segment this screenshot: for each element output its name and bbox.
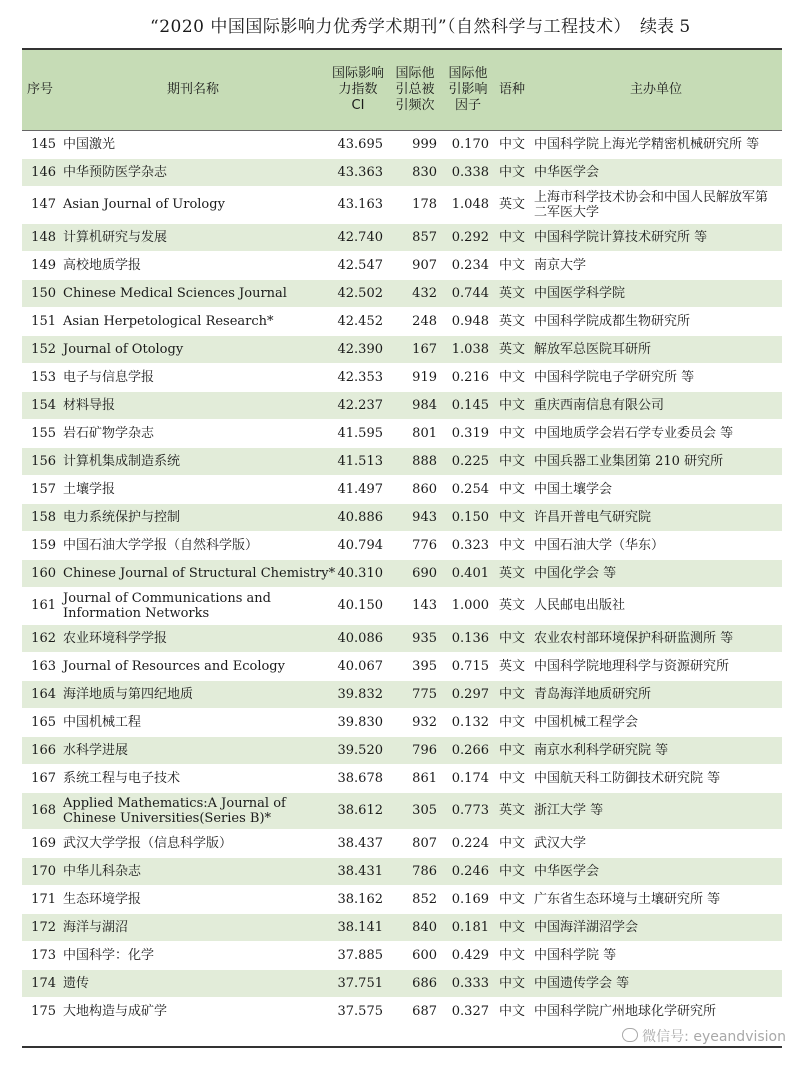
ci-value: 39.520 xyxy=(328,736,388,764)
host-institution: 青岛海洋地质研究所 xyxy=(530,680,782,708)
citation-count: 852 xyxy=(388,885,442,913)
impact-factor: 0.225 xyxy=(442,447,494,475)
impact-factor: 0.254 xyxy=(442,475,494,503)
row-number: 160 xyxy=(22,559,58,587)
impact-factor: 0.429 xyxy=(442,941,494,969)
language: 中文 xyxy=(494,531,530,559)
journal-name: 高校地质学报 xyxy=(58,251,328,279)
row-number: 156 xyxy=(22,447,58,475)
col-header-cites: 国际他引总被引频次 xyxy=(388,50,442,130)
document-title: “2020 中国国际影响力优秀学术期刊”（自然科学与工程技术） xyxy=(150,17,632,37)
col-header-lang: 语种 xyxy=(494,50,530,130)
col-header-ci: 国际影响力指数 CI xyxy=(328,50,388,130)
citation-count: 690 xyxy=(388,559,442,587)
journal-table xyxy=(22,50,782,1026)
ci-value: 41.595 xyxy=(328,419,388,447)
table-row xyxy=(22,624,782,652)
citation-count: 305 xyxy=(388,792,442,829)
journal-name: 水科学进展 xyxy=(58,736,328,764)
table-row xyxy=(22,251,782,279)
impact-factor: 0.234 xyxy=(442,251,494,279)
language: 中文 xyxy=(494,130,530,158)
table-row xyxy=(22,997,782,1025)
host-institution: 中国科学院电子学研究所 等 xyxy=(530,363,782,391)
row-number: 163 xyxy=(22,652,58,680)
citation-count: 932 xyxy=(388,708,442,736)
row-number: 148 xyxy=(22,223,58,251)
row-number: 168 xyxy=(22,792,58,829)
impact-factor: 0.948 xyxy=(442,307,494,335)
host-institution: 中国科学院 等 xyxy=(530,941,782,969)
table-row xyxy=(22,335,782,363)
citation-count: 178 xyxy=(388,186,442,223)
host-institution: 广东省生态环境与土壤研究所 等 xyxy=(530,885,782,913)
journal-name: 海洋地质与第四纪地质 xyxy=(58,680,328,708)
watermark xyxy=(622,1026,786,1046)
journal-name: 电力系统保护与控制 xyxy=(58,503,328,531)
row-number: 169 xyxy=(22,829,58,857)
ci-value: 43.363 xyxy=(328,158,388,186)
impact-factor: 1.038 xyxy=(442,335,494,363)
journal-name: 电子与信息学报 xyxy=(58,363,328,391)
table-row xyxy=(22,391,782,419)
table-row xyxy=(22,941,782,969)
journal-name: Journal of Resources and Ecology xyxy=(58,652,328,680)
row-number: 170 xyxy=(22,857,58,885)
ci-value: 38.141 xyxy=(328,913,388,941)
ci-value: 37.885 xyxy=(328,941,388,969)
language: 中文 xyxy=(494,736,530,764)
ci-value: 42.740 xyxy=(328,223,388,251)
row-number: 149 xyxy=(22,251,58,279)
continuation-label: 续表 5 xyxy=(640,17,691,37)
language: 中文 xyxy=(494,363,530,391)
impact-factor: 0.319 xyxy=(442,419,494,447)
language: 中文 xyxy=(494,419,530,447)
row-number: 154 xyxy=(22,391,58,419)
ci-value: 43.163 xyxy=(328,186,388,223)
row-number: 151 xyxy=(22,307,58,335)
host-institution: 中国科学院地理科学与资源研究所 xyxy=(530,652,782,680)
language: 中文 xyxy=(494,447,530,475)
row-number: 174 xyxy=(22,969,58,997)
language: 中文 xyxy=(494,941,530,969)
impact-factor: 0.773 xyxy=(442,792,494,829)
journal-name: 岩石矿物学杂志 xyxy=(58,419,328,447)
language: 英文 xyxy=(494,335,530,363)
table-body xyxy=(22,130,782,1025)
wechat-icon xyxy=(622,1028,638,1042)
ci-value: 37.575 xyxy=(328,997,388,1025)
journal-name: 大地构造与成矿学 xyxy=(58,997,328,1025)
impact-factor: 0.136 xyxy=(442,624,494,652)
citation-count: 888 xyxy=(388,447,442,475)
citation-count: 167 xyxy=(388,335,442,363)
language: 中文 xyxy=(494,223,530,251)
table-row xyxy=(22,279,782,307)
impact-factor: 0.266 xyxy=(442,736,494,764)
citation-count: 796 xyxy=(388,736,442,764)
ci-value: 42.353 xyxy=(328,363,388,391)
impact-factor: 0.181 xyxy=(442,913,494,941)
ci-value: 38.612 xyxy=(328,792,388,829)
host-institution: 中国科学院计算技术研究所 等 xyxy=(530,223,782,251)
table-row xyxy=(22,913,782,941)
language: 中文 xyxy=(494,913,530,941)
citation-count: 776 xyxy=(388,531,442,559)
ci-value: 42.390 xyxy=(328,335,388,363)
table-row xyxy=(22,857,782,885)
host-institution: 中国航天科工防御技术研究院 等 xyxy=(530,764,782,792)
host-institution: 中华医学会 xyxy=(530,857,782,885)
impact-factor: 0.216 xyxy=(442,363,494,391)
journal-name: 武汉大学学报（信息科学版） xyxy=(58,829,328,857)
journal-name: 中华预防医学杂志 xyxy=(58,158,328,186)
row-number: 164 xyxy=(22,680,58,708)
host-institution: 中国科学院上海光学精密机械研究所 等 xyxy=(530,130,782,158)
journal-name: 中国科学：化学 xyxy=(58,941,328,969)
language: 中文 xyxy=(494,997,530,1025)
row-number: 175 xyxy=(22,997,58,1025)
impact-factor: 0.145 xyxy=(442,391,494,419)
impact-factor: 0.297 xyxy=(442,680,494,708)
language: 中文 xyxy=(494,764,530,792)
impact-factor: 0.323 xyxy=(442,531,494,559)
row-number: 155 xyxy=(22,419,58,447)
row-number: 146 xyxy=(22,158,58,186)
host-institution: 中国石油大学（华东） xyxy=(530,531,782,559)
impact-factor: 0.401 xyxy=(442,559,494,587)
row-number: 172 xyxy=(22,913,58,941)
citation-count: 830 xyxy=(388,158,442,186)
citation-count: 919 xyxy=(388,363,442,391)
impact-factor: 0.333 xyxy=(442,969,494,997)
row-number: 159 xyxy=(22,531,58,559)
table-row xyxy=(22,186,782,223)
citation-count: 686 xyxy=(388,969,442,997)
journal-name: 土壤学报 xyxy=(58,475,328,503)
citation-count: 687 xyxy=(388,997,442,1025)
impact-factor: 0.246 xyxy=(442,857,494,885)
language: 英文 xyxy=(494,587,530,624)
host-institution: 中国机械工程学会 xyxy=(530,708,782,736)
language: 英文 xyxy=(494,792,530,829)
host-institution: 中国土壤学会 xyxy=(530,475,782,503)
ci-value: 42.237 xyxy=(328,391,388,419)
table-row xyxy=(22,708,782,736)
table-row xyxy=(22,680,782,708)
col-header-if: 国际他引影响因子 xyxy=(442,50,494,130)
host-institution: 解放军总医院耳研所 xyxy=(530,335,782,363)
table-row xyxy=(22,736,782,764)
language: 中文 xyxy=(494,251,530,279)
table-row xyxy=(22,531,782,559)
journal-name: 海洋与湖沼 xyxy=(58,913,328,941)
col-header-host: 主办单位 xyxy=(530,50,782,130)
journal-name: 计算机集成制造系统 xyxy=(58,447,328,475)
citation-count: 600 xyxy=(388,941,442,969)
table-row xyxy=(22,223,782,251)
table-row xyxy=(22,475,782,503)
citation-count: 807 xyxy=(388,829,442,857)
row-number: 162 xyxy=(22,624,58,652)
journal-name: Asian Journal of Urology xyxy=(58,186,328,223)
row-number: 150 xyxy=(22,279,58,307)
language: 英文 xyxy=(494,559,530,587)
host-institution: 中华医学会 xyxy=(530,158,782,186)
language: 英文 xyxy=(494,186,530,223)
table-row xyxy=(22,652,782,680)
language: 中文 xyxy=(494,969,530,997)
host-institution: 中国海洋湖沼学会 xyxy=(530,913,782,941)
impact-factor: 0.338 xyxy=(442,158,494,186)
host-institution: 中国地质学会岩石学专业委员会 等 xyxy=(530,419,782,447)
journal-name: 材料导报 xyxy=(58,391,328,419)
table-row xyxy=(22,130,782,158)
ci-value: 42.547 xyxy=(328,251,388,279)
ci-value: 38.431 xyxy=(328,857,388,885)
citation-count: 775 xyxy=(388,680,442,708)
host-institution: 中国遗传学会 等 xyxy=(530,969,782,997)
language: 中文 xyxy=(494,885,530,913)
row-number: 147 xyxy=(22,186,58,223)
journal-name: 遗传 xyxy=(58,969,328,997)
col-header-name: 期刊名称 xyxy=(58,50,328,130)
table-row xyxy=(22,792,782,829)
impact-factor: 0.132 xyxy=(442,708,494,736)
journal-name: 中国石油大学学报（自然科学版） xyxy=(58,531,328,559)
table-row xyxy=(22,503,782,531)
row-number: 157 xyxy=(22,475,58,503)
bottom-rule xyxy=(22,1046,782,1048)
journal-name: 中华儿科杂志 xyxy=(58,857,328,885)
host-institution: 中国医学科学院 xyxy=(530,279,782,307)
journal-name: Applied Mathematics:A Journal of Chinese Universities(Series B)* xyxy=(58,792,328,829)
row-number: 153 xyxy=(22,363,58,391)
journal-name: Asian Herpetological Research* xyxy=(58,307,328,335)
host-institution: 中国科学院广州地球化学研究所 xyxy=(530,997,782,1025)
language: 中文 xyxy=(494,680,530,708)
impact-factor: 0.715 xyxy=(442,652,494,680)
document-title-bar xyxy=(0,8,800,38)
table-row xyxy=(22,363,782,391)
ci-value: 40.086 xyxy=(328,624,388,652)
col-header-no: 序号 xyxy=(22,50,58,130)
row-number: 171 xyxy=(22,885,58,913)
journal-name: 中国机械工程 xyxy=(58,708,328,736)
impact-factor: 0.744 xyxy=(442,279,494,307)
ci-value: 39.832 xyxy=(328,680,388,708)
citation-count: 907 xyxy=(388,251,442,279)
host-institution: 南京大学 xyxy=(530,251,782,279)
language: 中文 xyxy=(494,503,530,531)
table-row xyxy=(22,764,782,792)
ci-value: 41.513 xyxy=(328,447,388,475)
impact-factor: 0.150 xyxy=(442,503,494,531)
journal-name: 计算机研究与发展 xyxy=(58,223,328,251)
impact-factor: 0.327 xyxy=(442,997,494,1025)
ci-value: 40.794 xyxy=(328,531,388,559)
host-institution: 武汉大学 xyxy=(530,829,782,857)
row-number: 161 xyxy=(22,587,58,624)
citation-count: 861 xyxy=(388,764,442,792)
language: 中文 xyxy=(494,624,530,652)
host-institution: 中国科学院成都生物研究所 xyxy=(530,307,782,335)
row-number: 167 xyxy=(22,764,58,792)
citation-count: 935 xyxy=(388,624,442,652)
language: 中文 xyxy=(494,829,530,857)
language: 英文 xyxy=(494,279,530,307)
impact-factor: 0.170 xyxy=(442,130,494,158)
citation-count: 786 xyxy=(388,857,442,885)
language: 中文 xyxy=(494,708,530,736)
host-institution: 重庆西南信息有限公司 xyxy=(530,391,782,419)
citation-count: 860 xyxy=(388,475,442,503)
ci-value: 41.497 xyxy=(328,475,388,503)
table-row xyxy=(22,447,782,475)
row-number: 152 xyxy=(22,335,58,363)
impact-factor: 0.224 xyxy=(442,829,494,857)
language: 中文 xyxy=(494,475,530,503)
journal-name: Journal of Communications and Information Networks xyxy=(58,587,328,624)
table-row xyxy=(22,559,782,587)
ci-value: 38.162 xyxy=(328,885,388,913)
row-number: 166 xyxy=(22,736,58,764)
journal-name: 中国激光 xyxy=(58,130,328,158)
language: 中文 xyxy=(494,857,530,885)
host-institution: 浙江大学 等 xyxy=(530,792,782,829)
journal-name: 系统工程与电子技术 xyxy=(58,764,328,792)
journal-name: Chinese Journal of Structural Chemistry* xyxy=(58,559,328,587)
host-institution: 许昌开普电气研究院 xyxy=(530,503,782,531)
table-row xyxy=(22,969,782,997)
ci-value: 38.437 xyxy=(328,829,388,857)
row-number: 158 xyxy=(22,503,58,531)
ci-value: 40.150 xyxy=(328,587,388,624)
ci-value: 39.830 xyxy=(328,708,388,736)
ci-value: 40.067 xyxy=(328,652,388,680)
citation-count: 395 xyxy=(388,652,442,680)
impact-factor: 0.169 xyxy=(442,885,494,913)
host-institution: 中国兵器工业集团第 210 研究所 xyxy=(530,447,782,475)
host-institution: 南京水利科学研究院 等 xyxy=(530,736,782,764)
ci-value: 37.751 xyxy=(328,969,388,997)
table-row xyxy=(22,158,782,186)
citation-count: 943 xyxy=(388,503,442,531)
host-institution: 农业农村部环境保护科研监测所 等 xyxy=(530,624,782,652)
impact-factor: 0.174 xyxy=(442,764,494,792)
table-header-row xyxy=(22,50,782,130)
journal-name: Journal of Otology xyxy=(58,335,328,363)
row-number: 145 xyxy=(22,130,58,158)
table-row xyxy=(22,829,782,857)
citation-count: 801 xyxy=(388,419,442,447)
ci-value: 40.310 xyxy=(328,559,388,587)
language: 中文 xyxy=(494,158,530,186)
table-row xyxy=(22,419,782,447)
impact-factor: 1.000 xyxy=(442,587,494,624)
ci-value: 38.678 xyxy=(328,764,388,792)
row-number: 165 xyxy=(22,708,58,736)
journal-name: Chinese Medical Sciences Journal xyxy=(58,279,328,307)
citation-count: 999 xyxy=(388,130,442,158)
ci-value: 43.695 xyxy=(328,130,388,158)
citation-count: 143 xyxy=(388,587,442,624)
watermark-text: 微信号: eyeandvision xyxy=(642,1029,786,1045)
row-number: 173 xyxy=(22,941,58,969)
ci-value: 42.452 xyxy=(328,307,388,335)
table-row xyxy=(22,885,782,913)
citation-count: 857 xyxy=(388,223,442,251)
citation-count: 984 xyxy=(388,391,442,419)
citation-count: 432 xyxy=(388,279,442,307)
language: 英文 xyxy=(494,652,530,680)
host-institution: 人民邮电出版社 xyxy=(530,587,782,624)
journal-name: 生态环境学报 xyxy=(58,885,328,913)
impact-factor: 1.048 xyxy=(442,186,494,223)
ci-value: 42.502 xyxy=(328,279,388,307)
impact-factor: 0.292 xyxy=(442,223,494,251)
citation-count: 248 xyxy=(388,307,442,335)
table-row xyxy=(22,307,782,335)
language: 中文 xyxy=(494,391,530,419)
citation-count: 840 xyxy=(388,913,442,941)
journal-name: 农业环境科学学报 xyxy=(58,624,328,652)
language: 英文 xyxy=(494,307,530,335)
table-row xyxy=(22,587,782,624)
host-institution: 上海市科学技术协会和中国人民解放军第二军医大学 xyxy=(530,186,782,223)
host-institution: 中国化学会 等 xyxy=(530,559,782,587)
ci-value: 40.886 xyxy=(328,503,388,531)
